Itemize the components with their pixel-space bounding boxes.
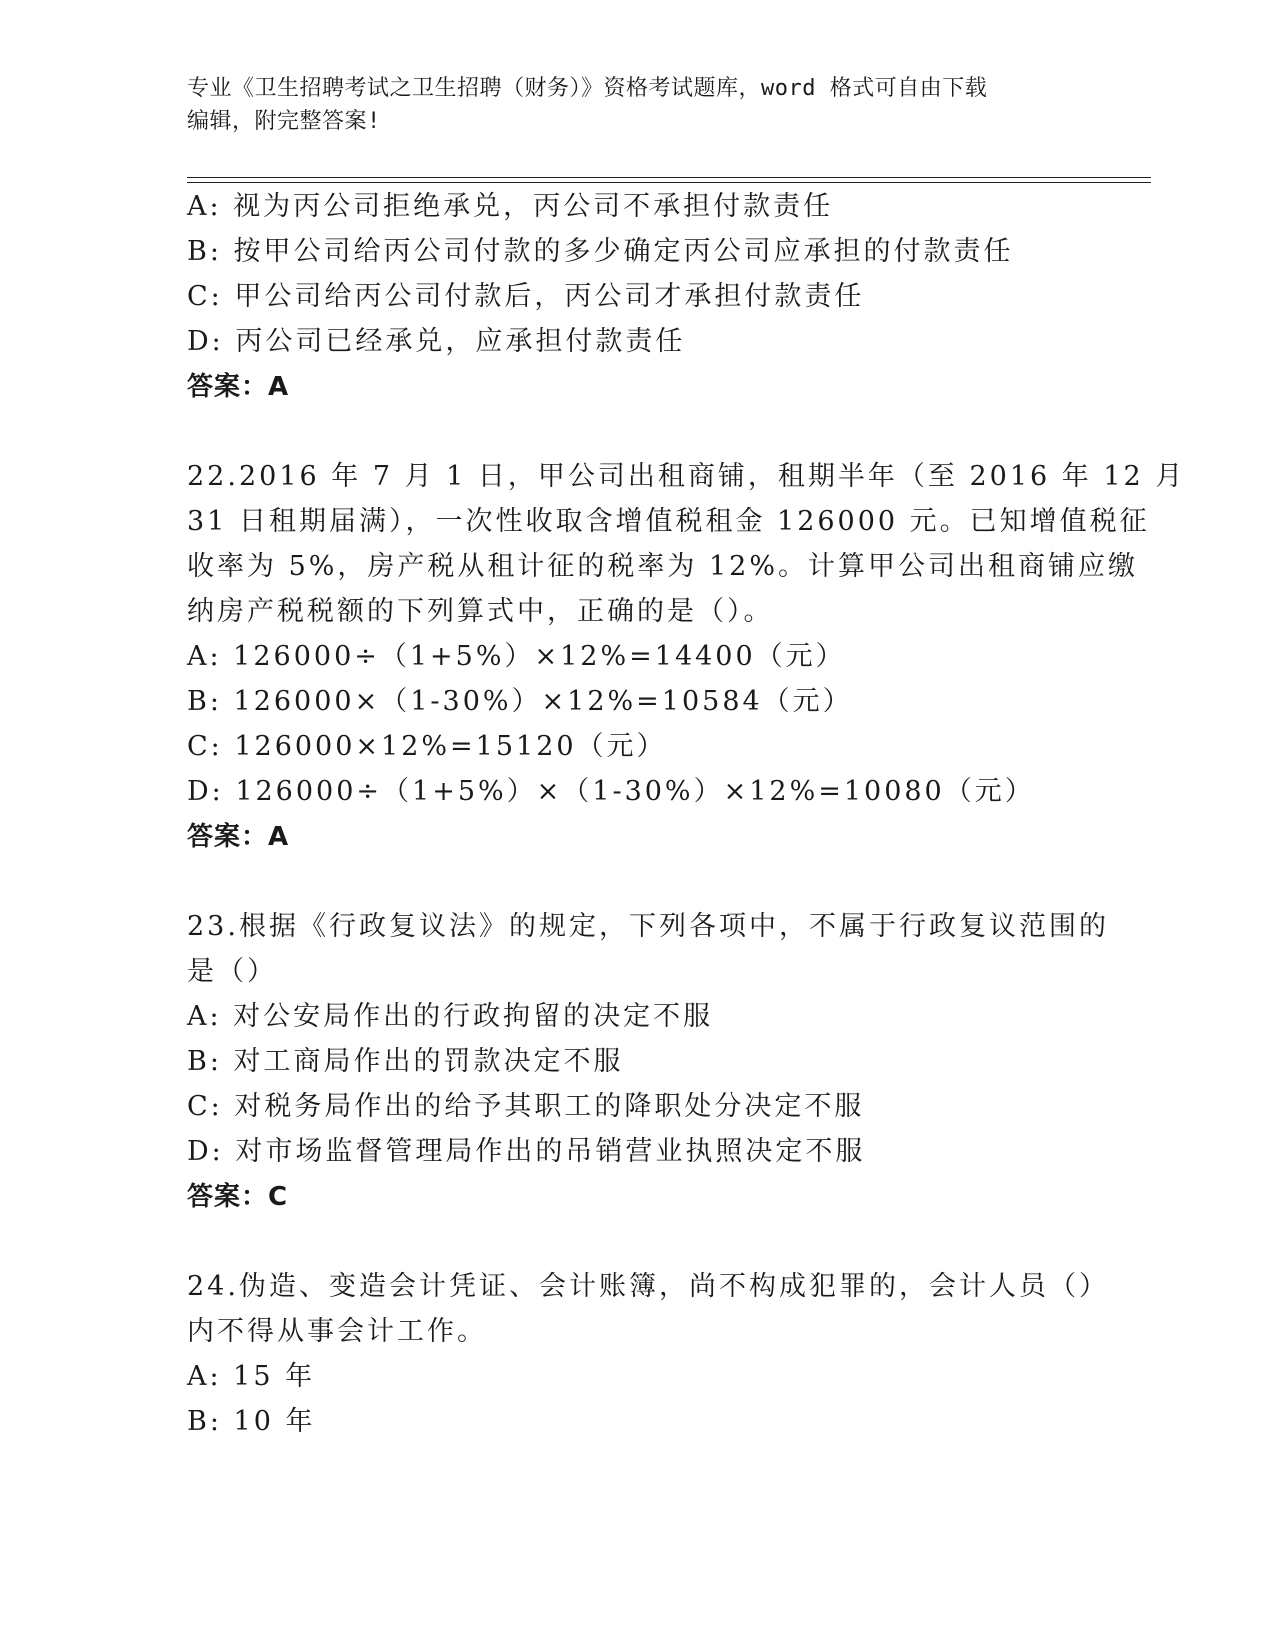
q22-stem-line-3: 收率为 5%，房产税从租计征的税率为 12%。计算甲公司出租商铺应缴 xyxy=(187,551,1139,582)
q21-option-d: D: 丙公司已经承兑，应承担付款责任 xyxy=(187,326,686,357)
q21-option-b: B: 按甲公司给丙公司付款的多少确定丙公司应承担的付款责任 xyxy=(187,236,1014,267)
q23-stem-line-2: 是（） xyxy=(187,956,277,987)
q22-option-a: A: 126000÷（1+5%）×12%=14400（元） xyxy=(187,641,846,672)
q23-option-b: B: 对工商局作出的罚款决定不服 xyxy=(187,1046,624,1077)
header-line-2: 编辑，附完整答案! xyxy=(187,109,381,134)
q22-option-d: D: 126000÷（1+5%）×（1-30%）×12%=10080（元） xyxy=(187,776,1035,807)
q24-option-a: A: 15 年 xyxy=(187,1361,316,1392)
q23-option-a: A: 对公安局作出的行政拘留的决定不服 xyxy=(187,1001,714,1032)
document-header xyxy=(187,72,1087,138)
q24-stem-line-1: 24.伪造、变造会计凭证、会计账簿，尚不构成犯罪的，会计人员（） xyxy=(187,1271,1109,1302)
header-divider-top xyxy=(187,177,1151,178)
q24-stem-line-2: 内不得从事会计工作。 xyxy=(187,1316,487,1347)
q22-stem-line-1: 22.2016 年 7 月 1 日，甲公司出租商铺，租期半年（至 2016 年 12 月 xyxy=(187,461,1186,492)
q22-stem-line-4: 纳房产税税额的下列算式中，正确的是（）。 xyxy=(187,596,774,627)
q21-option-c: C: 甲公司给丙公司付款后，丙公司才承担付款责任 xyxy=(187,281,865,312)
q22-stem-line-2: 31 日租期届满），一次性收取含增值税租金 126000 元。已知增值税征 xyxy=(187,506,1150,537)
header-divider-bottom xyxy=(187,182,1151,183)
q23-stem-line-1: 23.根据《行政复议法》的规定，下列各项中，不属于行政复议范围的 xyxy=(187,911,1109,942)
q24-option-b: B: 10 年 xyxy=(187,1406,316,1437)
q22-answer: 答案：A xyxy=(187,822,290,852)
q23-option-c: C: 对税务局作出的给予其职工的降职处分决定不服 xyxy=(187,1091,865,1122)
q21-answer: 答案：A xyxy=(187,372,290,402)
header-line-1: 专业《卫生招聘考试之卫生招聘（财务）》资格考试题库，word 格式可自由下载 xyxy=(187,76,988,101)
q22-option-b: B: 126000×（1-30%）×12%=10584（元） xyxy=(187,686,853,717)
q23-answer: 答案：C xyxy=(187,1182,289,1212)
q21-option-a: A: 视为丙公司拒绝承兑，丙公司不承担付款责任 xyxy=(187,191,834,222)
q22-option-c: C: 126000×12%=15120（元） xyxy=(187,731,667,762)
q23-option-d: D: 对市场监督管理局作出的吊销营业执照决定不服 xyxy=(187,1136,866,1167)
